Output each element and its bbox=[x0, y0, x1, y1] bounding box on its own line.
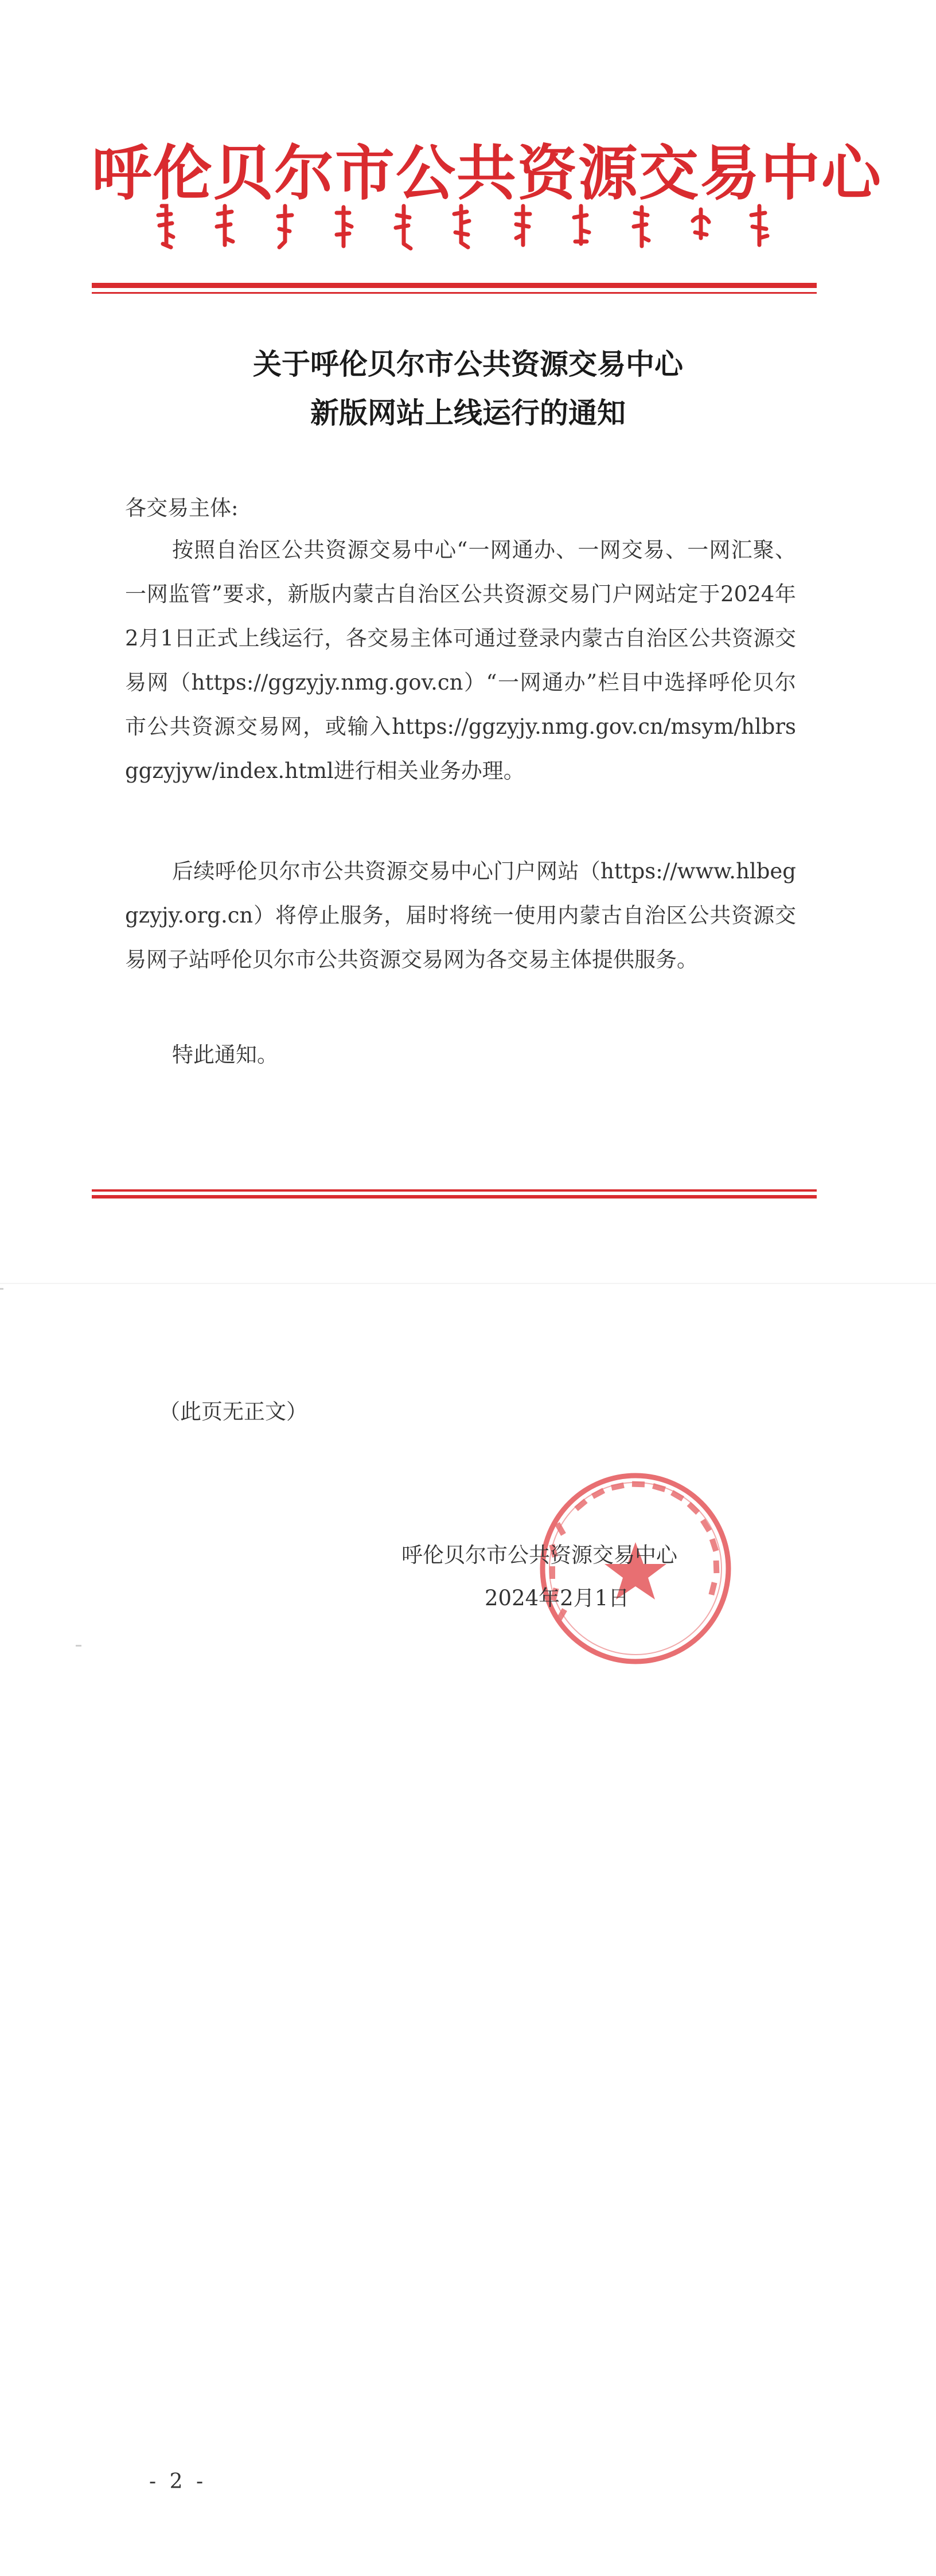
no-body-note: （此页无正文） bbox=[159, 1399, 307, 1424]
letterhead-org-name: 呼伦贝尔市公共资源交易中心 bbox=[92, 138, 883, 208]
letterhead-mongolian-script bbox=[154, 204, 773, 255]
page-number: - 2 - bbox=[149, 2470, 207, 2493]
document-page-2 bbox=[0, 1285, 936, 2576]
notice-title-line-2: 新版网站上线运行的通知 bbox=[310, 396, 626, 430]
mongolian-word-glyph bbox=[451, 204, 476, 251]
scan-artifact-mark bbox=[0, 1288, 3, 1290]
scan-artifact-mark bbox=[76, 1645, 81, 1647]
mongolian-word-glyph bbox=[272, 204, 298, 251]
official-seal-stamp bbox=[535, 1468, 736, 1670]
mongolian-word-glyph bbox=[629, 204, 654, 251]
body-paragraph: 按照自治区公共资源交易中心“一网通办、一网交易、一网汇聚、一网监管”要求，新版内蒙古自治区公共资源交易门户网站定于2024年2月1日正式上线运行，各交易主体可通过登录内蒙古自治区公共资源交易网（https://ggzyjy.nmg.gov.cn）“一网通办”栏目中选择呼伦贝尔市公共资源交易网，或输入https://ggzyjy.nmg.gov.cn/msym/hlbrsggzyjyw/index.html进行相关业务办理。 bbox=[125, 538, 796, 783]
closing-paragraph: 特此通知。 bbox=[172, 1042, 278, 1067]
notice-title-line-1: 关于呼伦贝尔市公共资源交易中心 bbox=[253, 347, 683, 381]
mongolian-word-glyph bbox=[391, 204, 416, 251]
signature-date: 2024年2月1日 bbox=[485, 1586, 630, 1610]
mongolian-word-glyph bbox=[510, 204, 536, 251]
footer-red-rule bbox=[92, 1189, 817, 1198]
salutation: 各交易主体: bbox=[125, 496, 239, 520]
mongolian-word-glyph bbox=[332, 204, 357, 251]
mongolian-word-glyph bbox=[688, 204, 713, 251]
body-paragraph: 后续呼伦贝尔市公共资源交易中心门户网站（https://www.hlbeggzyjy.org.cn）将停止服务，届时将统一使用内蒙古自治区公共资源交易网子站呼伦贝尔市公共资源交易网为各交易主体提供服务。 bbox=[125, 859, 796, 972]
mongolian-word-glyph bbox=[154, 204, 179, 251]
letterhead-red-rule bbox=[92, 283, 817, 294]
mongolian-word-glyph bbox=[570, 204, 595, 251]
document-page-1 bbox=[0, 0, 936, 1285]
signature-organization: 呼伦贝尔市公共资源交易中心 bbox=[401, 1543, 677, 1567]
mongolian-word-glyph bbox=[748, 204, 773, 251]
page-divider bbox=[0, 1283, 936, 1284]
mongolian-word-glyph bbox=[213, 204, 239, 251]
